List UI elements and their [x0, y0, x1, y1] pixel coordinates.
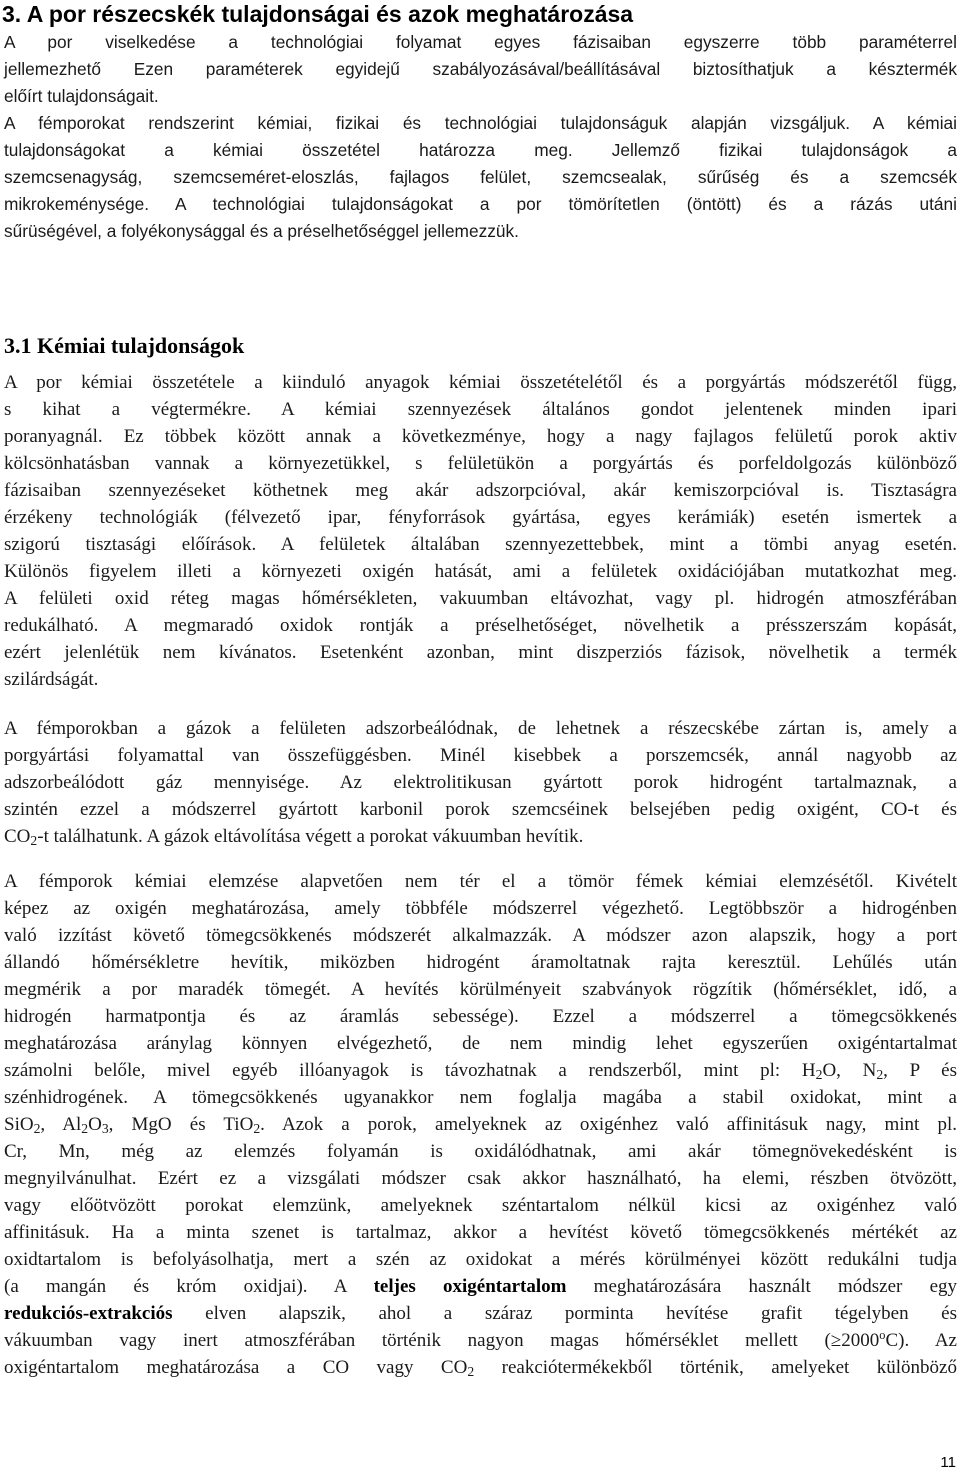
paragraph-impurities	[4, 369, 957, 693]
chapter-heading: 3. A por részecskék tulajdonságai és azok meghatározása	[2, 1, 634, 27]
text-line: A por kémiai összetétele a kiinduló anyagok kémiai összetételétől és a porgyártás módszerétől függ,	[4, 372, 957, 393]
text-line: A por viselkedése a technológiai folyamat egyes fázisaiban egyszerre több paraméterrel	[4, 32, 957, 52]
text-line: előírt tulajdonságait.	[4, 86, 159, 106]
bold-term: teljes oxigéntartalom	[373, 1276, 567, 1297]
text-line: vagy előötvözött porokat elemzünk, amelyeknek széntartalom nélkül kicsi az oxigénhez való	[4, 1195, 957, 1216]
text-line: szénhidrogének. A tömegcsökkenés ugyanakkor nem foglalja magába a stabil oxidokat, mint a	[4, 1087, 957, 1108]
text-line: A felületi oxid réteg magas hőmérsékleten, vakuumban eltávozhat, vagy pl. hidrogén atmoszférában	[4, 588, 957, 609]
text-line: megmérik a por maradék tömegét. A hevítés körülményeit szabványok rögzítik (hőmérséklet, idő, a	[4, 979, 957, 1000]
text-line: redukálható. A megmaradó oxidok rontják a préselhetőséget, növelhetik a présszerszám kopását,	[4, 615, 957, 636]
text-line: A fémporokban a gázok a felületen adszorbeálódnak, de lehetnek a részecskébe zártan is, amely a	[4, 718, 957, 739]
text-line: poranyagnál. Ez többek között annak a következménye, hogy a nagy fajlagos felületű porok aktiv	[4, 426, 957, 447]
text-line: oxidtartalom is befolyásolhatja, mert a szén az oxidokat a mérés körülményei között redukálni tudja	[4, 1249, 957, 1270]
text-line: számolni belőle, mivel egyéb illóanyagok is távozhatnak a rendszerből, mint pl: $H_2O$, $N_2$, P és	[4, 1060, 957, 1082]
page-number: 11	[940, 1454, 956, 1471]
text-line: fázisaiban szennyezéseket köthetnek meg akár adszorpcióval, akár kemiszorpcióval is. Tisztaságra	[4, 480, 957, 501]
text-line: állandó hőmérsékletre hevítik, miközben hidrogént áramoltatnak rajta keresztül. Lehűlés után	[4, 952, 957, 973]
text-line: porgyártási folyamattal van összefüggésben. Minél kisebbek a porszemcsék, annál nagyobb az	[4, 745, 957, 766]
text-line: szilárdságát.	[4, 669, 99, 690]
text-line: Cr, Mn, még az elemzés folyamán is oxidálódhatnak, ami akár tömegnövekedésként is	[4, 1141, 957, 1162]
text-line: meghatározása aránylag könnyen elvégezhető, de nem mindig lehet egyszerűen oxigéntartalmat	[4, 1033, 957, 1054]
text-line: érzékeny technológiák (félvezető ipar, fényforrások gyártása, egyes kerámiák) esetén ismertek a	[4, 507, 957, 528]
text-line: szintén ezzel a módszerrel gyártott karbonil porok szemcséinek belsejében pedig oxigént, CO-t és	[4, 799, 957, 820]
text-line: szigorú tisztasági előírások. A felületek általában szennyezettebbek, mint a tömbi anyag esetén.	[4, 534, 957, 555]
text-line: kölcsönhatásban vannak a környezetükkel, s felületükön a porgyártás és porfeldolgozás különböző	[4, 453, 957, 474]
text-line: A fémporokat rendszerint kémiai, fizikai és technológiai tulajdonságuk alapján vizsgáljuk. A kémiai	[4, 113, 957, 133]
text-line: SiO$_2$, $Al_2O_3$, MgO és TiO$_2$. Azok a porok, amelyeknek az oxigénhez való affinitásuk nagy, mint pl.	[4, 1114, 957, 1136]
text-line: Különös figyelem illeti a környezeti oxigén hatását, ami a felületek oxidációjában mutatkozhat meg.	[4, 561, 957, 582]
text-line: oxigéntartalom meghatározása a CO vagy $CO_2$ reakciótermékekből történik, amelyeket különböző	[4, 1357, 957, 1379]
text-line: (a mangán és króm oxidjai). A teljes oxigéntartalom meghatározására használt módszer egy	[4, 1276, 957, 1297]
paragraph-analysis	[4, 868, 957, 1381]
text-line: szemcsenagyság, szemcseméret-eloszlás, fajlagos felület, szemcsealak, sűrűség és a szemcsék	[4, 167, 957, 187]
intro-paragraphs	[4, 29, 957, 245]
text-line: A fémporok kémiai elemzése alapvetően nem tér el a tömör fémek kémiai elemzésétől. Kivételt	[4, 871, 957, 892]
text-line: sűrüségével, a folyékonysággal és a préselhetőséggel jellemezzük.	[4, 221, 519, 241]
text-line: hidrogén harmatpontja és az áramlás sebessége). Ezzel a módszerrel a tömegcsökkenés	[4, 1006, 957, 1027]
text-line: adszorbeálódott gáz mennyisége. Az elektrolitikusan gyártott porok hidrogént tartalmaznak, a	[4, 772, 957, 793]
paragraph-gases	[4, 715, 957, 850]
text-line: affinitásuk. Ha a minta szenet is tartalmaz, akkor a hevítést követő tömegcsökkenés mértékét az	[4, 1222, 957, 1243]
text-line: vákuumban vagy inert atmoszférában történik nagyon magas hőmérséklet mellett $(\ge 2000^oC)$. Az	[4, 1328, 957, 1351]
bold-term: redukciós-extrakciós	[4, 1303, 173, 1324]
text-line: tulajdonságokat a kémiai összetétel határozza meg. Jellemző fizikai tulajdonságok a	[4, 140, 957, 160]
text-line: $CO_2-t$ találhatunk. A gázok eltávolítása végett a porokat vákuumban hevítik.	[4, 826, 584, 848]
section-heading: 3.1 Kémiai tulajdonságok	[4, 333, 245, 358]
text-line: jellemezhető Ezen paraméterek egyidejű szabályozásával/beállításával biztosíthatjuk a késztermék	[4, 59, 957, 79]
text-line: való izzítást követő tömegcsökkenés módszerét alkalmazzák. A módszer azon alapszik, hogy a port	[4, 925, 957, 946]
text-line: redukciós-extrakciós elven alapszik, ahol a száraz porminta hevítése grafit tégelyben és	[4, 1303, 957, 1324]
text-line: képez az oxigén meghatározása, amely többféle módszerrel végezhető. Legtöbbször a hidrogénben	[4, 898, 957, 919]
text-line: megnyilvánulhat. Ezért ez a vizsgálati módszer csak akkor használható, ha elemi, részben ötvözött,	[4, 1168, 957, 1189]
text-line: mikrokeménysége. A technológiai tulajdonságokat a por tömörítetlen (öntött) és a rázás utáni	[4, 194, 957, 214]
greater-equal-symbol: ≥	[830, 1330, 842, 1351]
text-line: s kihat a végtermékre. A kémiai szennyezések általános gondot jelentenek minden ipari	[4, 399, 957, 420]
text-line: ezért jelenlétük nem kívánatos. Esetenként azonban, mint diszperziós fázisok, növelhetik a termék	[4, 642, 957, 663]
